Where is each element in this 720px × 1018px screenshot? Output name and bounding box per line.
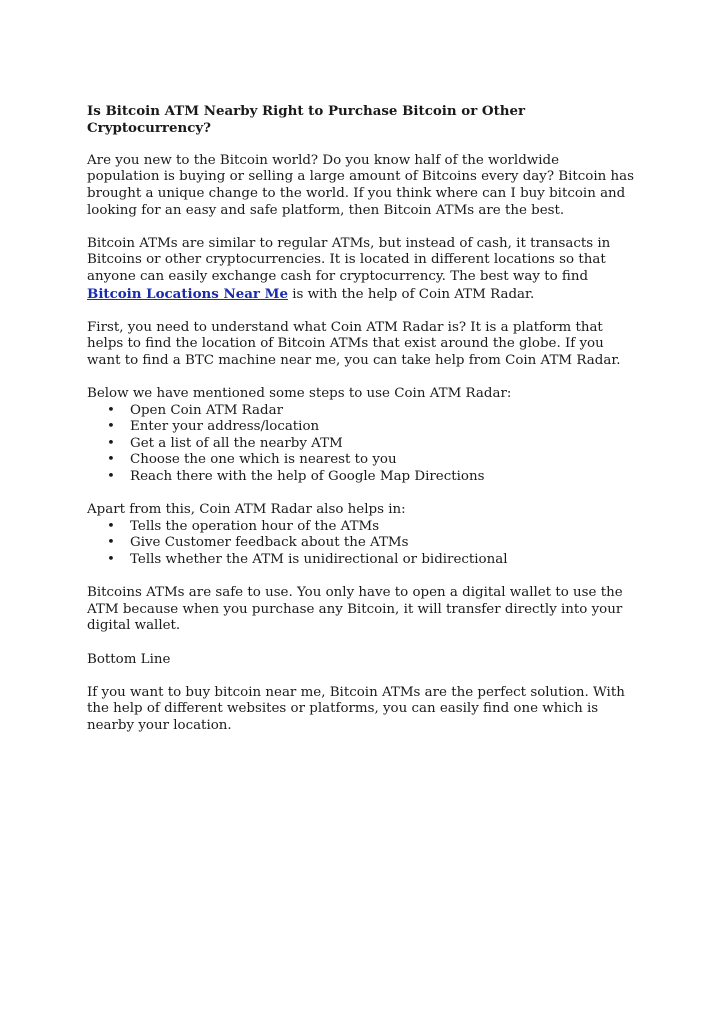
list-item-text: Open Coin ATM Radar — [130, 402, 283, 418]
list-item-text: Tells whether the ATM is unidirectional or bidirectional — [130, 552, 508, 568]
paragraph-text-after-link: is with the help of Coin ATM Radar. — [287, 286, 535, 302]
atm-description-paragraph — [87, 236, 635, 303]
list-item — [107, 552, 635, 569]
helps-intro: Apart from this, Coin ATM Radar also helps in: — [87, 502, 406, 518]
list-item — [107, 469, 635, 486]
bullet-icon: • — [107, 435, 115, 451]
conclusion-paragraph: If you want to buy bitcoin near me, Bitcoin ATMs are the perfect solution. With the help of different websites or platforms, you can easily find one which is nearby your location. — [87, 684, 625, 733]
steps-list — [87, 403, 635, 486]
steps-intro: Below we have mentioned some steps to use Coin ATM Radar: — [87, 386, 512, 402]
coin-atm-radar-paragraph: First, you need to understand what Coin ATM Radar is? It is a platform that helps to find the location of Bitcoin ATMs that exist around the globe. If you want to find a BTC machine near me, you can take help from Coin ATM Radar. — [87, 319, 621, 368]
list-item-text: Tells the operation hour of the ATMs — [130, 518, 380, 534]
list-item-text: Reach there with the help of Google Map Directions — [130, 469, 485, 485]
bullet-icon: • — [107, 469, 115, 485]
bullet-icon: • — [107, 518, 115, 534]
list-item — [107, 402, 635, 420]
list-item-text: Get a list of all the nearby ATM — [130, 435, 343, 451]
list-item — [107, 452, 635, 469]
bullet-icon: • — [107, 535, 115, 551]
bullet-icon: • — [107, 552, 115, 568]
bullet-icon: • — [107, 402, 115, 418]
safety-paragraph: Bitcoins ATMs are safe to use. You only have to open a digital wallet to use the ATM because when you purchase any Bitcoin, it will transfer directly into your digital wallet. — [87, 585, 623, 634]
bullet-icon: • — [107, 419, 115, 435]
document-body — [87, 103, 635, 751]
list-item-text: Give Customer feedback about the ATMs — [130, 535, 409, 551]
paragraph-text-before-link: Bitcoin ATMs are similar to regular ATMs, but instead of cash, it transacts in Bitcoins or other cryptocurrencies. It is located in different locations so that anyone can easily exchange cash for cryptocurrency. The best way to find — [87, 235, 611, 284]
bitcoin-locations-link[interactable]: Bitcoin Locations Near Me — [87, 285, 288, 302]
document-title: Is Bitcoin ATM Nearby Right to Purchase Bitcoin or Other Cryptocurrency? — [87, 103, 526, 136]
intro-paragraph: Are you new to the Bitcoin world? Do you know half of the worldwide population is buying or selling a large amount of Bitcoins every day? Bitcoin has brought a unique change to the world. If you think where can I buy bitcoin and looking for an easy and safe platform, then Bitcoin ATMs are the best. — [87, 152, 634, 218]
helps-list — [87, 519, 635, 569]
list-item — [107, 535, 635, 552]
list-item — [107, 419, 635, 436]
list-item-text: Enter your address/location — [130, 419, 320, 435]
bullet-icon: • — [107, 452, 115, 468]
list-item — [107, 518, 635, 536]
list-item — [107, 435, 635, 453]
list-item-text: Choose the one which is nearest to you — [130, 452, 397, 468]
bottom-line-heading: Bottom Line — [87, 651, 171, 667]
